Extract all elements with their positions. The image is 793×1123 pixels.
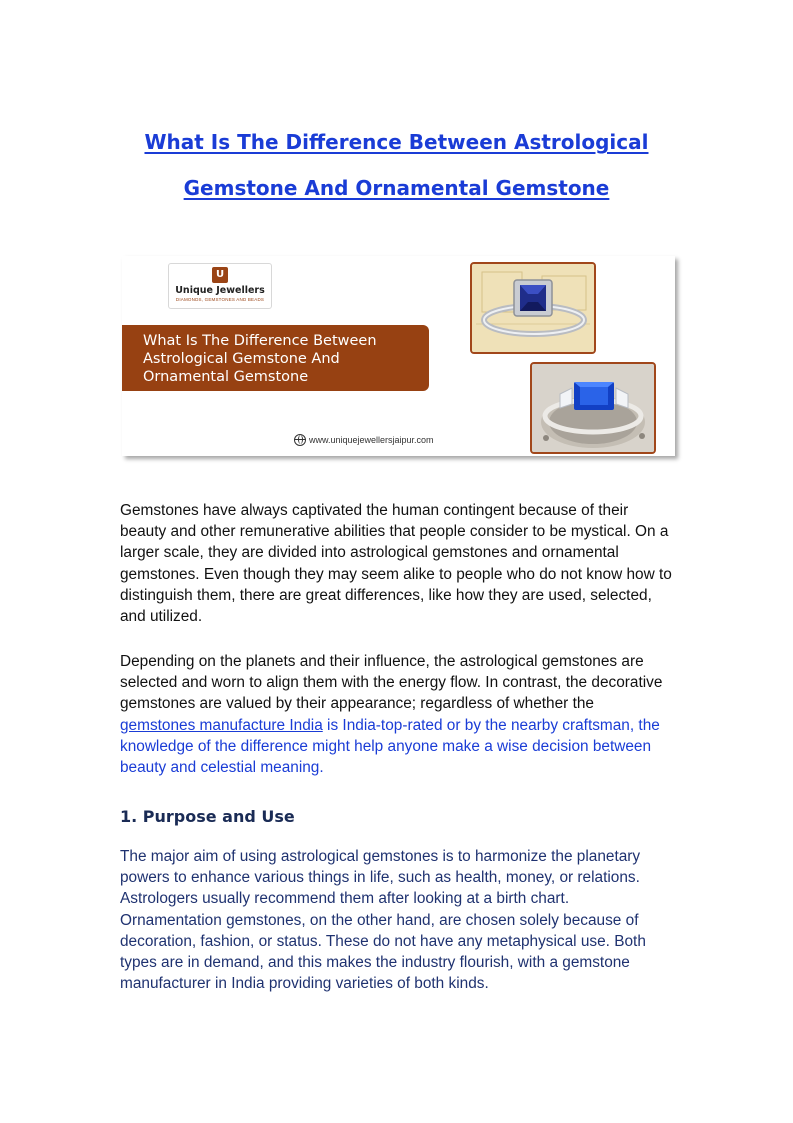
ring-square-sapphire-icon <box>472 264 594 352</box>
banner-headline-band <box>122 325 429 391</box>
purpose-paragraph: The major aim of using astrological gemstones is to harmonize the planetary powers to enhance various things in life, such as health, money, or relations. Astrologers usually recommend them after looking at a birth chart. Ornamentation gemstones, on the other hand, are chosen solely because of decoration, fashion, or status. These do not have any metaphysical use. Both types are in demand, and this makes the industry flourish, with a gemstone manufacturer in India providing varieties of both kinds. <box>120 848 646 993</box>
globe-icon <box>294 434 306 446</box>
logo-mark-icon: U <box>212 267 228 283</box>
intro-paragraph: Gemstones have always captivated the human contingent because of their beauty and other remunerative abilities that people consider to be mystical. On a larger scale, they are divided into astrological gemstones and ornamental gemstones. Even though they may seem alike to people who do not know how to distinguish them, there are great differences, like how they are used, selected, and utilized. <box>120 502 672 626</box>
section-heading-purpose-and-use: 1. Purpose and Use <box>120 807 295 826</box>
logo-tagline: DIAMONDS, GEMSTONES AND BEADS <box>175 297 265 302</box>
banner-headline: What Is The Difference Between Astrological Gemstone And Ornamental Gemstone <box>143 333 377 385</box>
logo-name: Unique Jewellers <box>175 285 265 296</box>
page-title-line-2[interactable]: Gemstone And Ornamental Gemstone <box>183 176 610 200</box>
ring-photo-square-sapphire <box>470 262 596 354</box>
second-paragraph-end: is India-top-rated or by the nearby craftsman, the knowledge of the difference might help anyone make a wise decision between beauty and celestial meaning. <box>120 716 660 777</box>
page-title-line-1[interactable]: What Is The Difference Between Astrological <box>144 130 649 154</box>
gemstones-manufacture-india-link[interactable]: gemstones manufacture India <box>120 716 323 734</box>
ring-emerald-cut-sapphire-icon <box>532 364 654 452</box>
website-url: www.uniquejewellersjaipur.com <box>309 435 434 445</box>
banner-website <box>294 434 434 446</box>
ring-photo-emerald-cut-sapphire <box>530 362 656 454</box>
brand-logo <box>168 263 272 309</box>
second-paragraph <box>120 651 673 778</box>
second-paragraph-start: Depending on the planets and their influence, the astrological gemstones are selected and worn to align them with the energy flow. In contrast, the decorative gemstones are valued by their appearance; regardless of whether the <box>120 653 663 713</box>
article-banner-image <box>122 256 675 456</box>
